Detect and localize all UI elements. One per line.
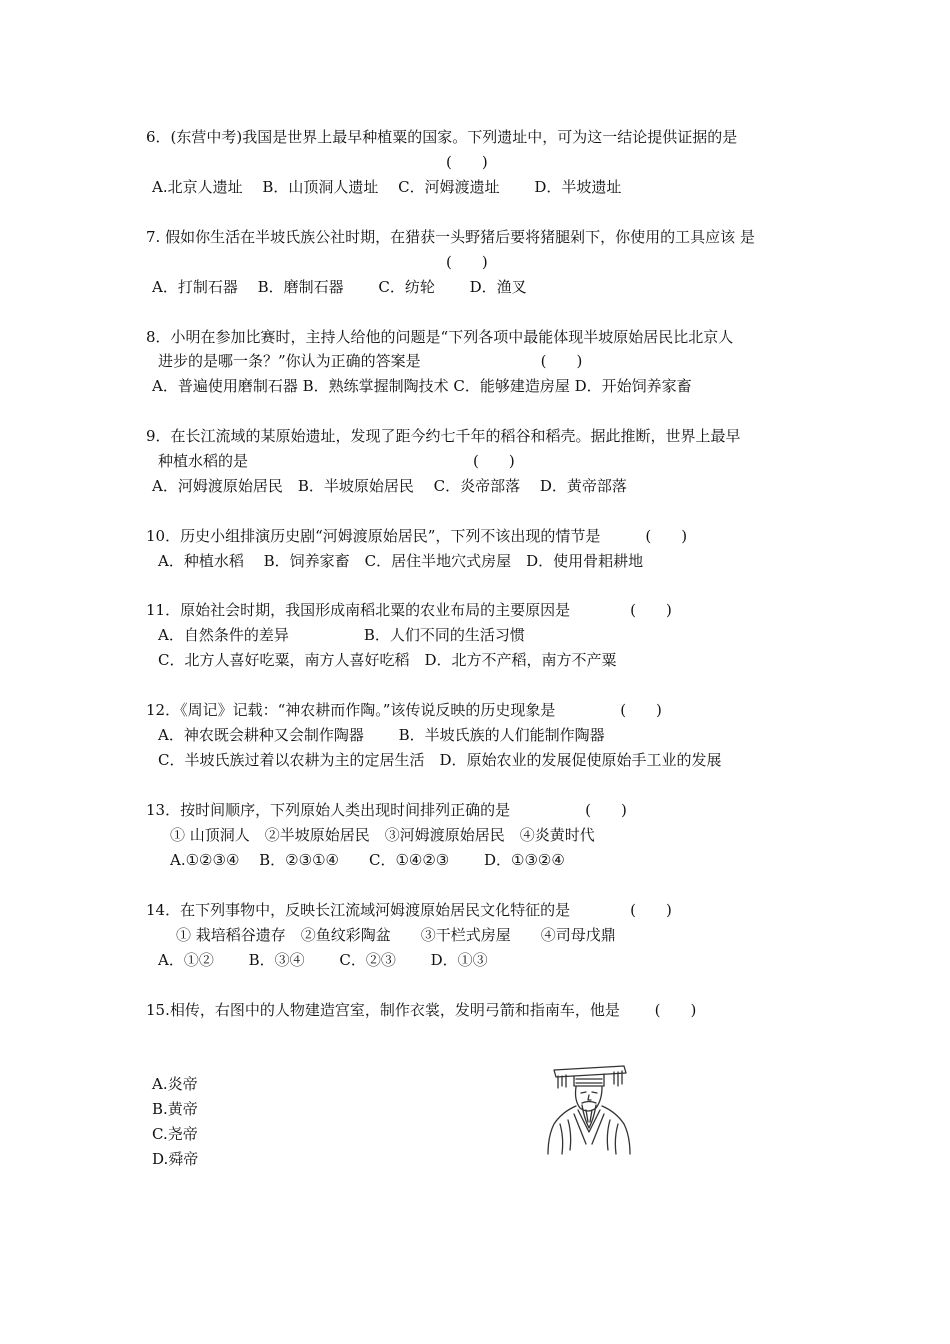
q6-options: A.北京人遗址 B．山顶洞人遗址 C．河姆渡遗址 D．半坡遗址 — [152, 178, 622, 196]
q11-stem: 11．原始社会时期，我国形成南稻北粟的农业布局的主要原因是 ( ) — [146, 601, 672, 619]
q15-stem: 15.相传，右图中的人物建造宫室，制作衣裳，发明弓箭和指南车，他是 ( ) — [146, 1001, 697, 1019]
q15-option-a: A.炎帝 — [152, 1075, 198, 1093]
q13-items: ① 山顶洞人 ②半坡原始居民 ③河姆渡原始居民 ④炎黄时代 — [170, 826, 595, 844]
q10-options: A．种植水稻 B．饲养家畜 C．居住半地穴式房屋 D．使用骨耜耕地 — [158, 552, 644, 570]
q15-option-d: D.舜帝 — [152, 1150, 199, 1168]
q7-stem: 7. 假如你生活在半坡氏族公社时期，在猎获一头野猪后要将猪腿剁下，你使用的工具应该 是 — [146, 228, 755, 246]
q12-options-cd: C．半坡氏族过着以农耕为主的定居生活 D．原始农业的发展促使原始手工业的发展 — [158, 751, 722, 769]
q15-option-b: B.黄帝 — [152, 1100, 198, 1118]
q9-options: A．河姆渡原始居民 B．半坡原始居民 C．炎帝部落 D．黄帝部落 — [152, 477, 627, 495]
q13-options: A.①②③④ B．②③①④ C．①④②③ D．①③②④ — [170, 851, 565, 869]
q10-stem: 10．历史小组排演历史剧“河姆渡原始居民”，下列不该出现的情节是 ( ) — [146, 527, 688, 545]
q14-items: ① 栽培稻谷遗存 ②鱼纹彩陶盆 ③干栏式房屋 ④司母戊鼎 — [176, 926, 616, 944]
q7-answer-bracket: ( ) — [446, 253, 488, 271]
q12-options-ab: A．神农既会耕种又会制作陶器 B．半坡氏族的人们能制作陶器 — [158, 726, 605, 744]
q9-stem-cont: 种植水稻的是 ( ) — [158, 452, 515, 470]
q8-options: A．普遍使用磨制石器 B．熟练掌握制陶技术 C．能够建造房屋 D．开始饲养家畜 — [152, 377, 692, 395]
q14-options: A．①② B．③④ C．②③ D．①③ — [158, 951, 488, 969]
q11-options-ab: A．自然条件的差异 B．人们不同的生活习惯 — [158, 626, 525, 644]
q13-stem: 13．按时间顺序，下列原始人类出现时间排列正确的是 ( ) — [146, 801, 627, 819]
q7-options: A．打制石器 B．磨制石器 C．纺轮 D．渔叉 — [152, 278, 527, 296]
q15-option-c: C.尧帝 — [152, 1125, 198, 1143]
q8-stem: 8．小明在参加比赛时，主持人给他的问题是“下列各项中最能体现半坡原始居民比北京人 — [146, 328, 734, 346]
q11-options-cd: C．北方人喜好吃粟，南方人喜好吃稻 D．北方不产稻，南方不产粟 — [158, 651, 617, 669]
q12-stem: 12．《周记》记载：“神农耕而作陶。”该传说反映的历史现象是 ( ) — [146, 701, 662, 719]
q9-stem: 9．在长江流域的某原始遗址，发现了距今约七千年的稻谷和稻壳。据此推断，世界上最早 — [146, 427, 741, 445]
q6-answer-bracket: ( ) — [446, 153, 488, 171]
q6-stem: 6．(东营中考)我国是世界上最早种植粟的国家。下列遗址中，可为这一结论提供证据的是 — [146, 128, 738, 146]
q8-stem-cont: 进步的是哪一条？”你认为正确的答案是 ( ) — [158, 352, 583, 370]
emperor-portrait-illustration — [540, 1058, 640, 1158]
q14-stem: 14．在下列事物中，反映长江流域河姆渡原始居民文化特征的是 ( ) — [146, 901, 672, 919]
